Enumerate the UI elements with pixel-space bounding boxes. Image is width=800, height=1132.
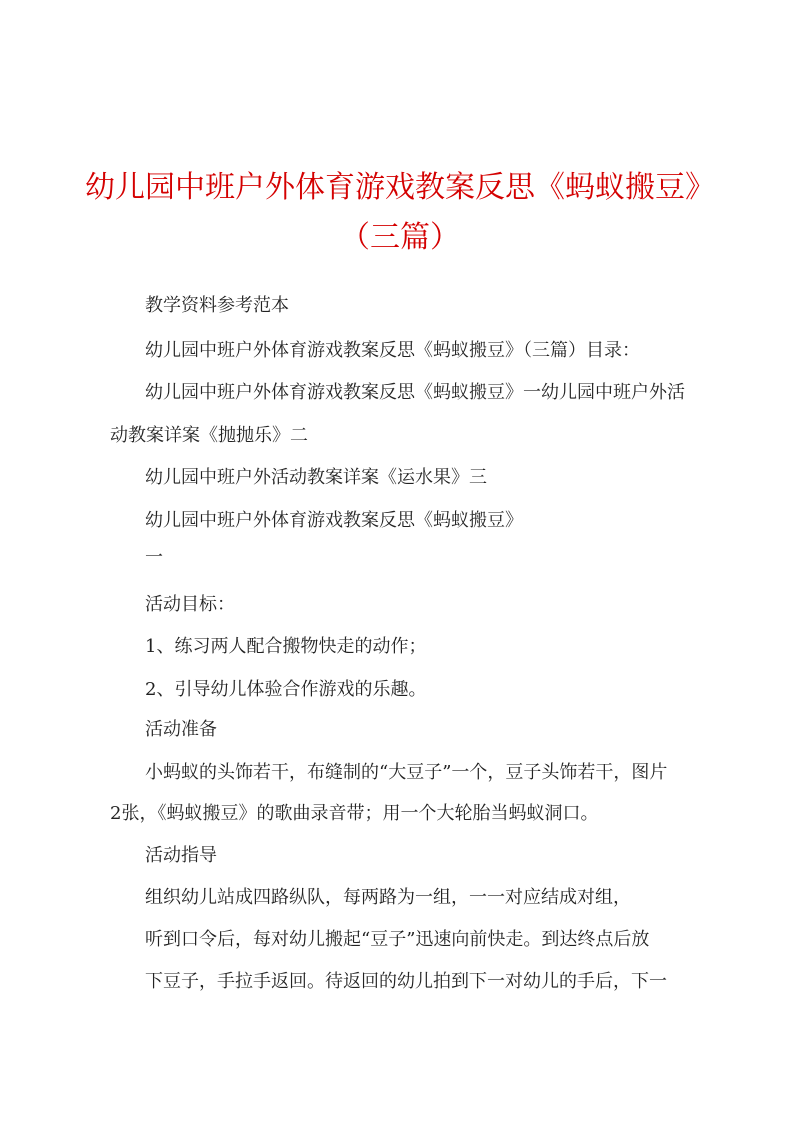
- guidance-text-3: 下豆子，手拉手返回。待返回的幼儿拍到下一对幼儿的手后，下一: [145, 971, 667, 992]
- goals-heading: 活动目标：: [145, 594, 235, 615]
- guidance-text-2: 听到口令后，每对幼儿搬起“豆子”迅速向前快走。到达终点后放: [145, 929, 650, 950]
- section-number: 一: [145, 547, 163, 568]
- guidance-text-1: 组织幼儿站成四路纵队，每两路为一组，一一对应结成对组，: [145, 887, 631, 908]
- document-title-line-2: （三篇）: [340, 220, 460, 255]
- toc-entry-1-cont: 动教案详案《抛抛乐》二: [110, 425, 308, 446]
- reference-label: 教学资料参考范本: [145, 295, 289, 316]
- preparation-text-2: 2张，《蚂蚁搬豆》的歌曲录音带；用一个大轮胎当蚂蚁洞口。: [110, 803, 599, 824]
- goal-item-1: 1、练习两人配合搬物快走的动作；: [145, 636, 427, 657]
- preparation-text-1: 小蚂蚁的头饰若干，布缝制的“大豆子”一个，豆子头饰若干，图片: [145, 762, 668, 783]
- preparation-heading: 活动准备: [145, 719, 217, 740]
- toc-heading: 幼儿园中班户外体育游戏教案反思《蚂蚁搬豆》（三篇）目录：: [145, 340, 640, 361]
- section-title: 幼儿园中班户外体育游戏教案反思《蚂蚁搬豆》: [145, 510, 523, 531]
- document-title-line-1: 幼儿园中班户外体育游戏教案反思《蚂蚁搬豆》: [85, 170, 715, 205]
- toc-entry-1: 幼儿园中班户外体育游戏教案反思《蚂蚁搬豆》一幼儿园中班户外活: [145, 382, 685, 403]
- goal-item-2: 2、引导幼儿体验合作游戏的乐趣。: [145, 679, 427, 700]
- guidance-heading: 活动指导: [145, 845, 217, 866]
- toc-entry-2: 幼儿园中班户外活动教案详案《运水果》三: [145, 467, 487, 488]
